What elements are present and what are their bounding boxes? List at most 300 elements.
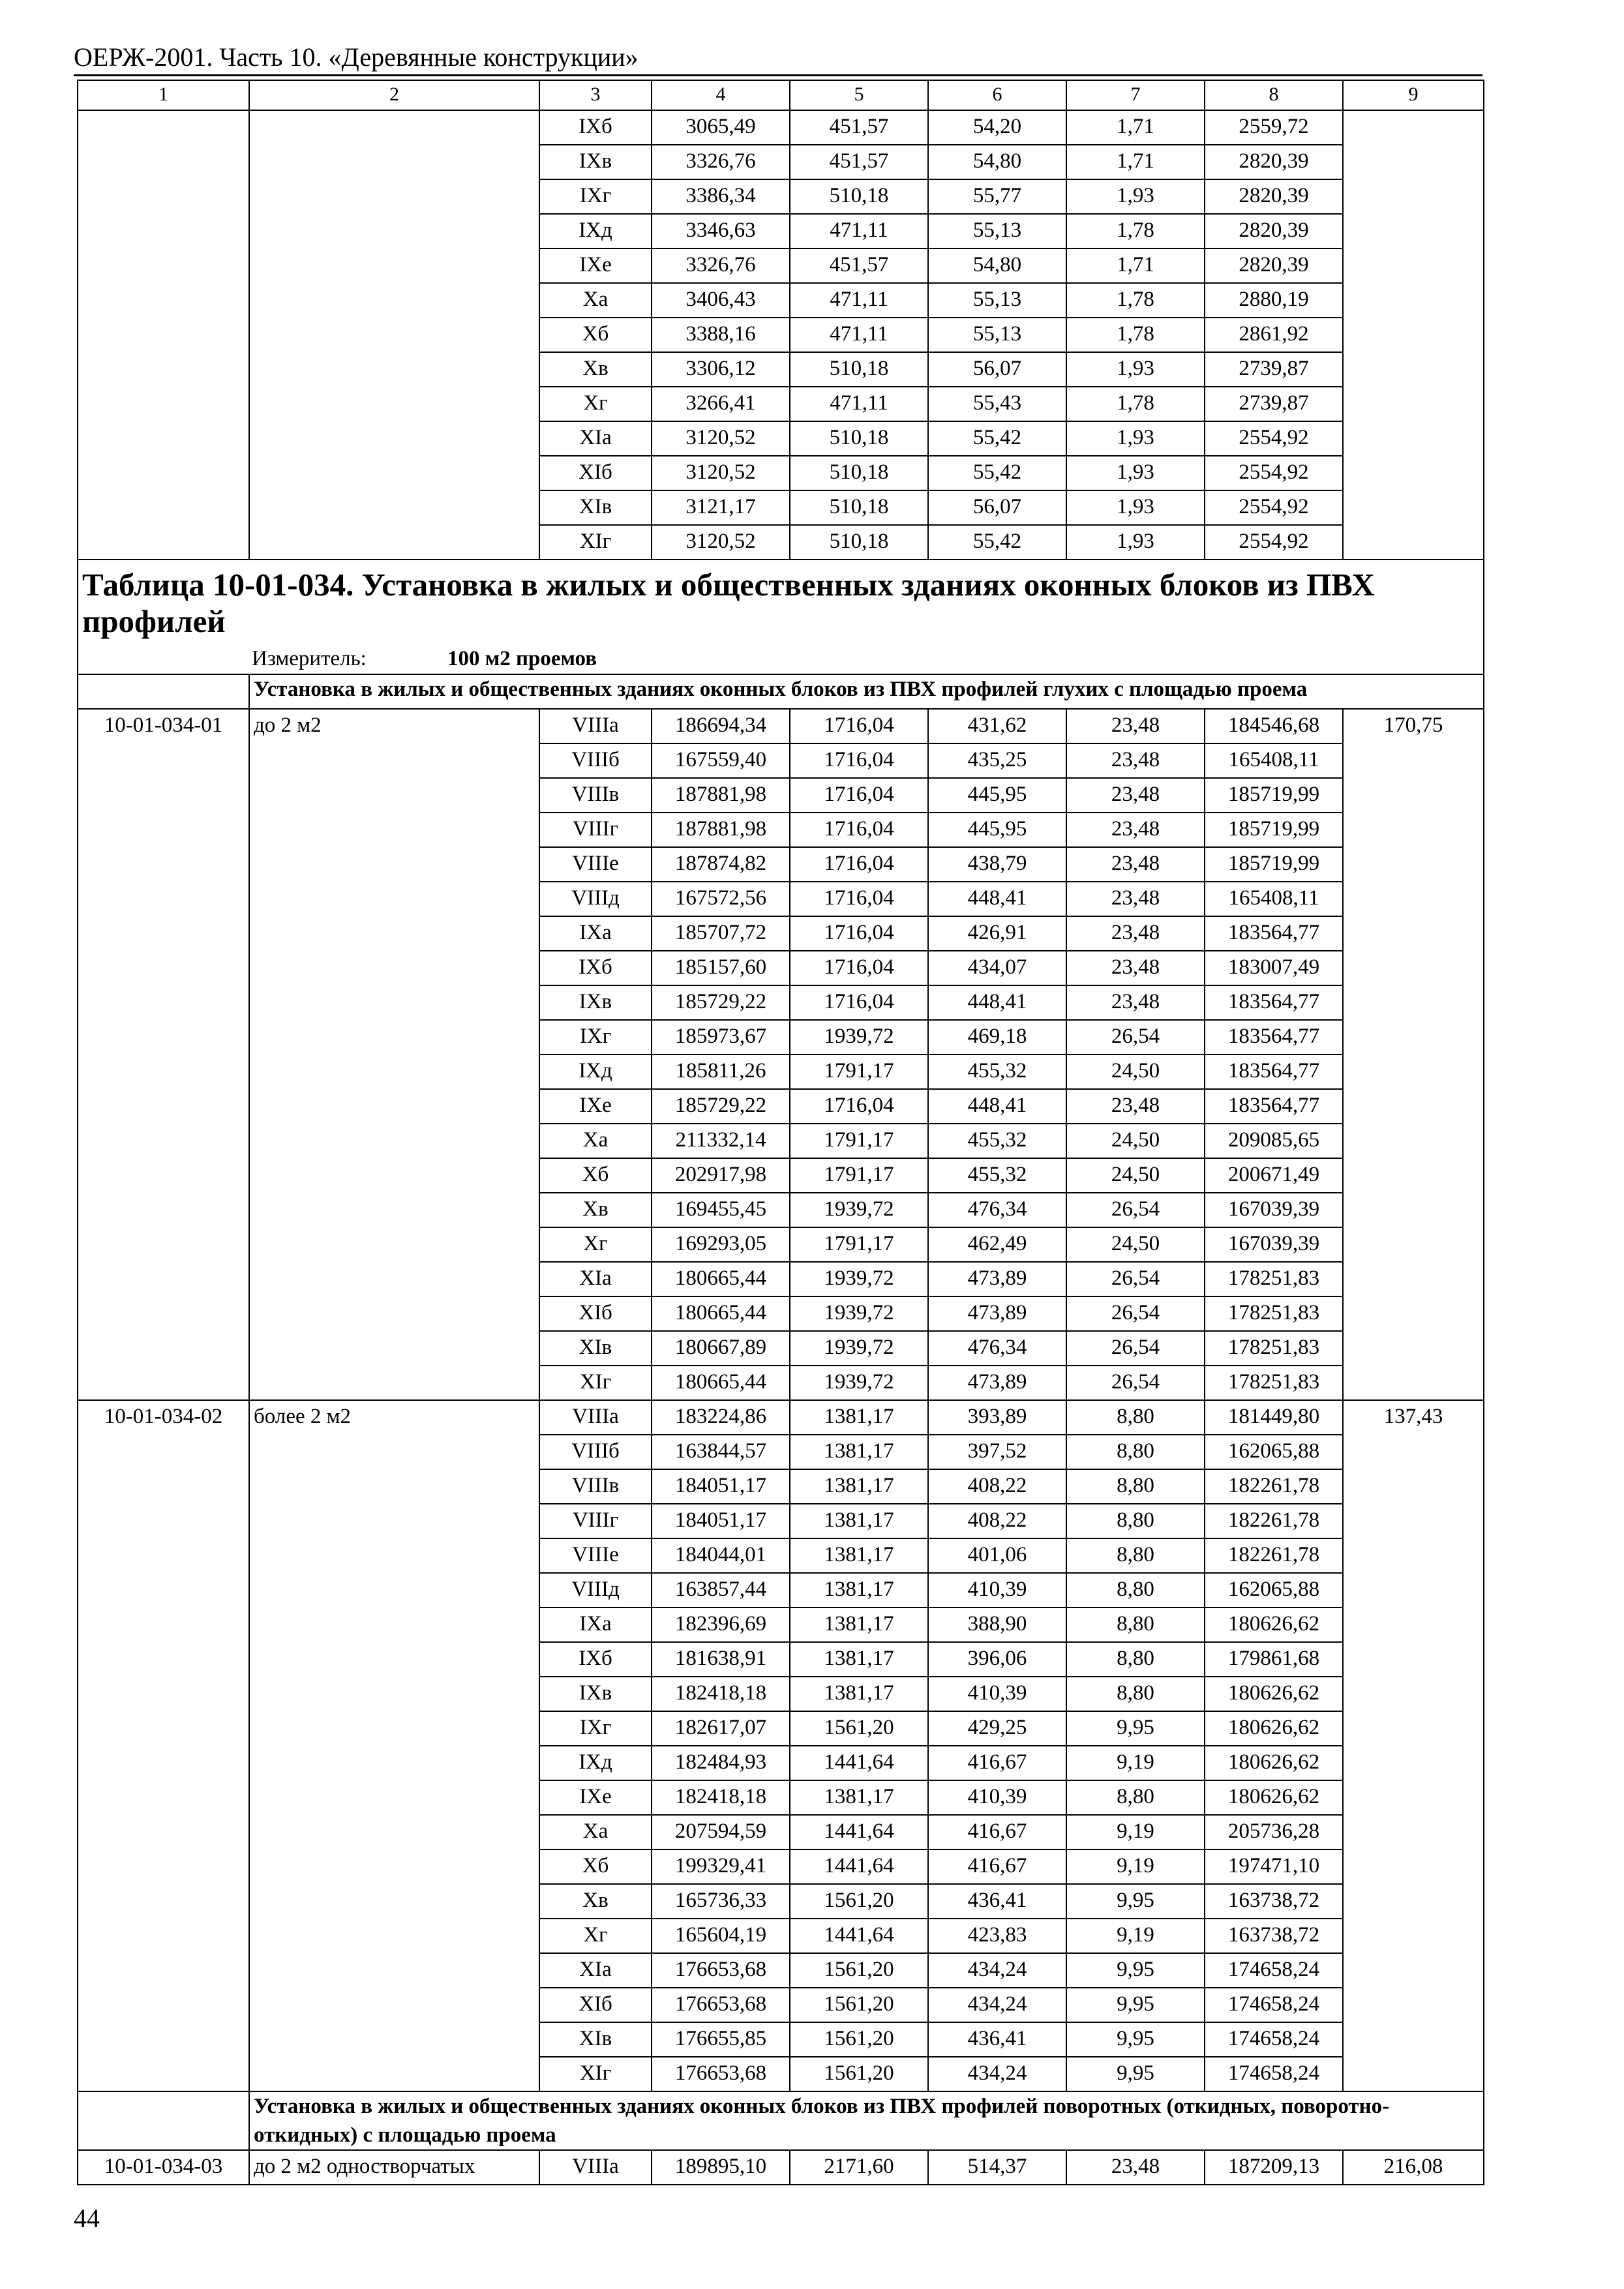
value-cell: 55,43 bbox=[928, 387, 1066, 421]
value-cell: 182261,78 bbox=[1205, 1469, 1343, 1504]
value-cell: 184044,01 bbox=[652, 1538, 790, 1573]
value-cell: 408,22 bbox=[928, 1469, 1066, 1504]
value-cell: 178251,83 bbox=[1205, 1366, 1343, 1400]
value-cell: 3266,41 bbox=[652, 387, 790, 421]
value-cell: 23,48 bbox=[1066, 743, 1205, 778]
value-cell: 471,11 bbox=[790, 214, 928, 248]
value-cell: 1716,04 bbox=[790, 743, 928, 778]
zone-cell: VIIIе bbox=[539, 1538, 652, 1573]
value-cell: 163738,72 bbox=[1205, 1884, 1343, 1919]
col9-cell: 137,43 bbox=[1343, 1400, 1484, 2091]
value-cell: 174658,24 bbox=[1205, 1953, 1343, 1988]
value-cell: 185719,99 bbox=[1205, 813, 1343, 847]
col9-cell: 216,08 bbox=[1343, 2150, 1484, 2185]
measure-value: 100 м2 проемов bbox=[447, 647, 597, 670]
zone-cell: IXе bbox=[539, 248, 652, 283]
value-cell: 445,95 bbox=[928, 813, 1066, 847]
value-cell: 180626,62 bbox=[1205, 1677, 1343, 1711]
value-cell: 1716,04 bbox=[790, 951, 928, 985]
value-cell: 1381,17 bbox=[790, 1642, 928, 1677]
table-row bbox=[78, 110, 1484, 145]
value-cell: 1381,17 bbox=[790, 1435, 928, 1469]
value-cell: 1381,17 bbox=[790, 1573, 928, 1608]
value-cell: 9,95 bbox=[1066, 1884, 1205, 1919]
value-cell: 416,67 bbox=[928, 1746, 1066, 1780]
value-cell: 167572,56 bbox=[652, 882, 790, 916]
value-cell: 180626,62 bbox=[1205, 1746, 1343, 1780]
value-cell: 180626,62 bbox=[1205, 1711, 1343, 1746]
value-cell: 1716,04 bbox=[790, 709, 928, 743]
value-cell: 55,13 bbox=[928, 283, 1066, 318]
value-cell: 455,32 bbox=[928, 1055, 1066, 1089]
zone-cell: XIа bbox=[539, 1953, 652, 1988]
value-cell: 174658,24 bbox=[1205, 2022, 1343, 2057]
zone-cell: VIIIд bbox=[539, 1573, 652, 1608]
value-cell: 183564,77 bbox=[1205, 916, 1343, 951]
value-cell: 185719,99 bbox=[1205, 778, 1343, 813]
value-cell: 471,11 bbox=[790, 283, 928, 318]
value-cell: 471,11 bbox=[790, 387, 928, 421]
value-cell: 1791,17 bbox=[790, 1158, 928, 1193]
value-cell: 473,89 bbox=[928, 1262, 1066, 1296]
zone-cell: Xб bbox=[539, 318, 652, 352]
zone-cell: IXе bbox=[539, 1089, 652, 1124]
value-cell: 3326,76 bbox=[652, 248, 790, 283]
value-cell: 448,41 bbox=[928, 985, 1066, 1020]
value-cell: 26,54 bbox=[1066, 1331, 1205, 1366]
value-cell: 1,78 bbox=[1066, 283, 1205, 318]
value-cell: 183224,86 bbox=[652, 1400, 790, 1435]
value-cell: 451,57 bbox=[790, 145, 928, 179]
value-cell: 471,11 bbox=[790, 318, 928, 352]
value-cell: 473,89 bbox=[928, 1296, 1066, 1331]
zone-cell: IXг bbox=[539, 179, 652, 214]
value-cell: 55,42 bbox=[928, 456, 1066, 490]
value-cell: 3306,12 bbox=[652, 352, 790, 387]
zone-cell: VIIIб bbox=[539, 1435, 652, 1469]
value-cell: 1561,20 bbox=[790, 1988, 928, 2022]
value-cell: 2820,39 bbox=[1205, 145, 1343, 179]
value-cell: 187881,98 bbox=[652, 778, 790, 813]
value-cell: 26,54 bbox=[1066, 1193, 1205, 1227]
zone-cell: Xв bbox=[539, 1193, 652, 1227]
value-cell: 1,78 bbox=[1066, 214, 1205, 248]
zone-cell: Xа bbox=[539, 1124, 652, 1158]
value-cell: 2880,19 bbox=[1205, 283, 1343, 318]
value-cell: 185157,60 bbox=[652, 951, 790, 985]
value-cell: 179861,68 bbox=[1205, 1642, 1343, 1677]
value-cell: 476,34 bbox=[928, 1331, 1066, 1366]
value-cell: 2739,87 bbox=[1205, 387, 1343, 421]
value-cell: 462,49 bbox=[928, 1227, 1066, 1262]
value-cell: 410,39 bbox=[928, 1677, 1066, 1711]
value-cell: 1716,04 bbox=[790, 847, 928, 882]
value-cell: 182484,93 bbox=[652, 1746, 790, 1780]
value-cell: 1381,17 bbox=[790, 1538, 928, 1573]
column-number: 7 bbox=[1066, 80, 1205, 110]
value-cell: 1716,04 bbox=[790, 778, 928, 813]
value-cell: 448,41 bbox=[928, 882, 1066, 916]
column-number: 3 bbox=[539, 80, 652, 110]
value-cell: 183007,49 bbox=[1205, 951, 1343, 985]
value-cell: 23,48 bbox=[1066, 847, 1205, 882]
value-cell: 1441,64 bbox=[790, 1919, 928, 1953]
zone-cell: Xа bbox=[539, 1815, 652, 1849]
section-spacer bbox=[78, 2091, 249, 2150]
value-cell: 169455,45 bbox=[652, 1193, 790, 1227]
value-cell: 54,80 bbox=[928, 248, 1066, 283]
value-cell: 185707,72 bbox=[652, 916, 790, 951]
value-cell: 185729,22 bbox=[652, 1089, 790, 1124]
value-cell: 451,57 bbox=[790, 248, 928, 283]
value-cell: 476,34 bbox=[928, 1193, 1066, 1227]
value-cell: 1,78 bbox=[1066, 387, 1205, 421]
value-cell: 24,50 bbox=[1066, 1227, 1205, 1262]
value-cell: 445,95 bbox=[928, 778, 1066, 813]
value-cell: 1791,17 bbox=[790, 1227, 928, 1262]
value-cell: 178251,83 bbox=[1205, 1296, 1343, 1331]
zone-cell: Xг bbox=[539, 1919, 652, 1953]
value-cell: 1,93 bbox=[1066, 490, 1205, 525]
zone-cell: VIIIе bbox=[539, 847, 652, 882]
value-cell: 510,18 bbox=[790, 421, 928, 456]
value-cell: 1,93 bbox=[1066, 456, 1205, 490]
value-cell: 408,22 bbox=[928, 1504, 1066, 1538]
value-cell: 1561,20 bbox=[790, 1953, 928, 1988]
value-cell: 211332,14 bbox=[652, 1124, 790, 1158]
value-cell: 1441,64 bbox=[790, 1815, 928, 1849]
value-cell: 1716,04 bbox=[790, 882, 928, 916]
value-cell: 9,19 bbox=[1066, 1849, 1205, 1884]
value-cell: 185719,99 bbox=[1205, 847, 1343, 882]
value-cell: 176655,85 bbox=[652, 2022, 790, 2057]
value-cell: 54,20 bbox=[928, 110, 1066, 145]
value-cell: 9,95 bbox=[1066, 2022, 1205, 2057]
value-cell: 401,06 bbox=[928, 1538, 1066, 1573]
zone-cell: VIIIг bbox=[539, 813, 652, 847]
value-cell: 180665,44 bbox=[652, 1366, 790, 1400]
value-cell: 202917,98 bbox=[652, 1158, 790, 1193]
value-cell: 165736,33 bbox=[652, 1884, 790, 1919]
value-cell: 1,71 bbox=[1066, 110, 1205, 145]
value-cell: 1441,64 bbox=[790, 1849, 928, 1884]
value-cell: 8,80 bbox=[1066, 1400, 1205, 1435]
value-cell: 181449,80 bbox=[1205, 1400, 1343, 1435]
value-cell: 1561,20 bbox=[790, 1711, 928, 1746]
zone-cell: XIа bbox=[539, 421, 652, 456]
name-cell: более 2 м2 bbox=[249, 1400, 539, 2091]
value-cell: 182617,07 bbox=[652, 1711, 790, 1746]
value-cell: 185729,22 bbox=[652, 985, 790, 1020]
zone-cell: VIIIв bbox=[539, 778, 652, 813]
value-cell: 24,50 bbox=[1066, 1124, 1205, 1158]
table-title-row bbox=[78, 560, 1484, 645]
column-number: 2 bbox=[249, 80, 539, 110]
value-cell: 183564,77 bbox=[1205, 1020, 1343, 1055]
column-number-row bbox=[78, 80, 1484, 110]
value-cell: 26,54 bbox=[1066, 1366, 1205, 1400]
value-cell: 180626,62 bbox=[1205, 1780, 1343, 1815]
value-cell: 1939,72 bbox=[790, 1193, 928, 1227]
zone-cell: IXд bbox=[539, 214, 652, 248]
value-cell: 1381,17 bbox=[790, 1780, 928, 1815]
column-number: 1 bbox=[78, 80, 249, 110]
page-header: ОЕРЖ-2001. Часть 10. «Деревянные конструкции» bbox=[74, 40, 1482, 76]
zone-cell: XIв bbox=[539, 1331, 652, 1366]
value-cell: 473,89 bbox=[928, 1366, 1066, 1400]
value-cell: 2820,39 bbox=[1205, 214, 1343, 248]
value-cell: 165408,11 bbox=[1205, 743, 1343, 778]
value-cell: 1939,72 bbox=[790, 1296, 928, 1331]
value-cell: 180665,44 bbox=[652, 1296, 790, 1331]
section-heading: Установка в жилых и общественных зданиях оконных блоков из ПВХ профилей поворотных (откидных, поворотно-откидных) с площадью проема bbox=[249, 2091, 1484, 2150]
zone-cell: IXа bbox=[539, 1608, 652, 1642]
col9-cell bbox=[1343, 110, 1484, 560]
value-cell: 183564,77 bbox=[1205, 1089, 1343, 1124]
value-cell: 436,41 bbox=[928, 1884, 1066, 1919]
value-cell: 9,19 bbox=[1066, 1919, 1205, 1953]
value-cell: 3065,49 bbox=[652, 110, 790, 145]
value-cell: 3120,52 bbox=[652, 525, 790, 560]
value-cell: 55,13 bbox=[928, 214, 1066, 248]
value-cell: 23,48 bbox=[1066, 882, 1205, 916]
value-cell: 510,18 bbox=[790, 490, 928, 525]
value-cell: 3406,43 bbox=[652, 283, 790, 318]
value-cell: 23,48 bbox=[1066, 813, 1205, 847]
value-cell: 8,80 bbox=[1066, 1469, 1205, 1504]
value-cell: 182418,18 bbox=[652, 1780, 790, 1815]
value-cell: 209085,65 bbox=[1205, 1124, 1343, 1158]
value-cell: 167039,39 bbox=[1205, 1227, 1343, 1262]
value-cell: 187874,82 bbox=[652, 847, 790, 882]
value-cell: 451,57 bbox=[790, 110, 928, 145]
value-cell: 1381,17 bbox=[790, 1504, 928, 1538]
value-cell: 184051,17 bbox=[652, 1504, 790, 1538]
zone-cell: IXв bbox=[539, 1677, 652, 1711]
zone-cell: XIг bbox=[539, 1366, 652, 1400]
value-cell: 163738,72 bbox=[1205, 1919, 1343, 1953]
value-cell: 176653,68 bbox=[652, 2057, 790, 2091]
value-cell: 429,25 bbox=[928, 1711, 1066, 1746]
value-cell: 24,50 bbox=[1066, 1055, 1205, 1089]
value-cell: 434,24 bbox=[928, 1988, 1066, 2022]
value-cell: 2554,92 bbox=[1205, 490, 1343, 525]
value-cell: 200671,49 bbox=[1205, 1158, 1343, 1193]
zone-cell: XIг bbox=[539, 525, 652, 560]
value-cell: 1716,04 bbox=[790, 985, 928, 1020]
value-cell: 1939,72 bbox=[790, 1020, 928, 1055]
value-cell: 56,07 bbox=[928, 352, 1066, 387]
value-cell: 167039,39 bbox=[1205, 1193, 1343, 1227]
name-cell: до 2 м2 одностворчатых bbox=[249, 2150, 539, 2185]
value-cell: 197471,10 bbox=[1205, 1849, 1343, 1884]
value-cell: 8,80 bbox=[1066, 1677, 1205, 1711]
value-cell: 8,80 bbox=[1066, 1504, 1205, 1538]
zone-cell: IXб bbox=[539, 1642, 652, 1677]
zone-cell: Xа bbox=[539, 283, 652, 318]
value-cell: 3121,17 bbox=[652, 490, 790, 525]
value-cell: 1716,04 bbox=[790, 813, 928, 847]
value-cell: 182261,78 bbox=[1205, 1538, 1343, 1573]
price-table bbox=[77, 80, 1484, 2185]
zone-cell: IXг bbox=[539, 1711, 652, 1746]
value-cell: 469,18 bbox=[928, 1020, 1066, 1055]
value-cell: 1441,64 bbox=[790, 1746, 928, 1780]
value-cell: 186694,34 bbox=[652, 709, 790, 743]
zone-cell: XIг bbox=[539, 2057, 652, 2091]
value-cell: 23,48 bbox=[1066, 1089, 1205, 1124]
column-number: 9 bbox=[1343, 80, 1484, 110]
value-cell: 410,39 bbox=[928, 1780, 1066, 1815]
value-cell: 510,18 bbox=[790, 525, 928, 560]
column-number: 8 bbox=[1205, 80, 1343, 110]
table-row bbox=[78, 2150, 1484, 2185]
value-cell: 180667,89 bbox=[652, 1331, 790, 1366]
value-cell: 9,19 bbox=[1066, 1746, 1205, 1780]
zone-cell: Xг bbox=[539, 1227, 652, 1262]
zone-cell: Xб bbox=[539, 1158, 652, 1193]
code-cell: 10-01-034-01 bbox=[78, 709, 249, 1400]
zone-cell: XIб bbox=[539, 1988, 652, 2022]
value-cell: 448,41 bbox=[928, 1089, 1066, 1124]
value-cell: 514,37 bbox=[928, 2150, 1066, 2185]
value-cell: 3388,16 bbox=[652, 318, 790, 352]
zone-cell: XIа bbox=[539, 1262, 652, 1296]
zone-cell: IXд bbox=[539, 1746, 652, 1780]
value-cell: 9,19 bbox=[1066, 1815, 1205, 1849]
value-cell: 23,48 bbox=[1066, 778, 1205, 813]
value-cell: 26,54 bbox=[1066, 1296, 1205, 1331]
value-cell: 9,95 bbox=[1066, 1711, 1205, 1746]
value-cell: 23,48 bbox=[1066, 916, 1205, 951]
section-spacer bbox=[78, 674, 249, 709]
value-cell: 1,93 bbox=[1066, 421, 1205, 456]
value-cell: 8,80 bbox=[1066, 1608, 1205, 1642]
value-cell: 434,07 bbox=[928, 951, 1066, 985]
value-cell: 9,95 bbox=[1066, 1953, 1205, 1988]
zone-cell: VIIIа bbox=[539, 709, 652, 743]
value-cell: 2559,72 bbox=[1205, 110, 1343, 145]
value-cell: 1561,20 bbox=[790, 2057, 928, 2091]
value-cell: 434,24 bbox=[928, 2057, 1066, 2091]
value-cell: 397,52 bbox=[928, 1435, 1066, 1469]
zone-cell: IXб bbox=[539, 110, 652, 145]
value-cell: 178251,83 bbox=[1205, 1331, 1343, 1366]
value-cell: 3326,76 bbox=[652, 145, 790, 179]
value-cell: 163857,44 bbox=[652, 1573, 790, 1608]
value-cell: 510,18 bbox=[790, 456, 928, 490]
value-cell: 416,67 bbox=[928, 1815, 1066, 1849]
value-cell: 1939,72 bbox=[790, 1331, 928, 1366]
value-cell: 3346,63 bbox=[652, 214, 790, 248]
value-cell: 54,80 bbox=[928, 145, 1066, 179]
value-cell: 1791,17 bbox=[790, 1124, 928, 1158]
section-heading: Установка в жилых и общественных зданиях оконных блоков из ПВХ профилей глухих с площадью проема bbox=[249, 674, 1484, 709]
value-cell: 434,24 bbox=[928, 1953, 1066, 1988]
zone-cell: Xв bbox=[539, 352, 652, 387]
value-cell: 8,80 bbox=[1066, 1573, 1205, 1608]
value-cell: 3120,52 bbox=[652, 456, 790, 490]
value-cell: 1716,04 bbox=[790, 1089, 928, 1124]
code-cell bbox=[78, 110, 249, 560]
value-cell: 1561,20 bbox=[790, 1884, 928, 1919]
code-cell: 10-01-034-03 bbox=[78, 2150, 249, 2185]
value-cell: 8,80 bbox=[1066, 1435, 1205, 1469]
value-cell: 176653,68 bbox=[652, 1988, 790, 2022]
value-cell: 165408,11 bbox=[1205, 882, 1343, 916]
value-cell: 423,83 bbox=[928, 1919, 1066, 1953]
value-cell: 56,07 bbox=[928, 490, 1066, 525]
value-cell: 182418,18 bbox=[652, 1677, 790, 1711]
value-cell: 2171,60 bbox=[790, 2150, 928, 2185]
value-cell: 23,48 bbox=[1066, 951, 1205, 985]
value-cell: 181638,91 bbox=[652, 1642, 790, 1677]
value-cell: 184051,17 bbox=[652, 1469, 790, 1504]
value-cell: 162065,88 bbox=[1205, 1435, 1343, 1469]
value-cell: 165604,19 bbox=[652, 1919, 790, 1953]
value-cell: 182261,78 bbox=[1205, 1504, 1343, 1538]
value-cell: 26,54 bbox=[1066, 1262, 1205, 1296]
value-cell: 23,48 bbox=[1066, 709, 1205, 743]
value-cell: 183564,77 bbox=[1205, 985, 1343, 1020]
zone-cell: VIIIг bbox=[539, 1504, 652, 1538]
value-cell: 431,62 bbox=[928, 709, 1066, 743]
zone-cell: VIIIб bbox=[539, 743, 652, 778]
zone-cell: IXд bbox=[539, 1055, 652, 1089]
value-cell: 410,39 bbox=[928, 1573, 1066, 1608]
value-cell: 1561,20 bbox=[790, 2022, 928, 2057]
value-cell: 2861,92 bbox=[1205, 318, 1343, 352]
measure-cell bbox=[78, 645, 1484, 674]
value-cell: 1716,04 bbox=[790, 916, 928, 951]
value-cell: 1939,72 bbox=[790, 1366, 928, 1400]
value-cell: 174658,24 bbox=[1205, 1988, 1343, 2022]
zone-cell: VIIIа bbox=[539, 1400, 652, 1435]
zone-cell: IXе bbox=[539, 1780, 652, 1815]
value-cell: 416,67 bbox=[928, 1849, 1066, 1884]
value-cell: 3120,52 bbox=[652, 421, 790, 456]
value-cell: 182396,69 bbox=[652, 1608, 790, 1642]
value-cell: 436,41 bbox=[928, 2022, 1066, 2057]
table-row bbox=[78, 709, 1484, 743]
value-cell: 8,80 bbox=[1066, 1642, 1205, 1677]
value-cell: 183564,77 bbox=[1205, 1055, 1343, 1089]
value-cell: 185811,26 bbox=[652, 1055, 790, 1089]
value-cell: 178251,83 bbox=[1205, 1262, 1343, 1296]
value-cell: 455,32 bbox=[928, 1158, 1066, 1193]
value-cell: 510,18 bbox=[790, 179, 928, 214]
value-cell: 184546,68 bbox=[1205, 709, 1343, 743]
value-cell: 435,25 bbox=[928, 743, 1066, 778]
value-cell: 426,91 bbox=[928, 916, 1066, 951]
value-cell: 189895,10 bbox=[652, 2150, 790, 2185]
column-number: 5 bbox=[790, 80, 928, 110]
value-cell: 185973,67 bbox=[652, 1020, 790, 1055]
column-number: 6 bbox=[928, 80, 1066, 110]
value-cell: 455,32 bbox=[928, 1124, 1066, 1158]
value-cell: 1,93 bbox=[1066, 352, 1205, 387]
value-cell: 3386,34 bbox=[652, 179, 790, 214]
value-cell: 199329,41 bbox=[652, 1849, 790, 1884]
name-cell: до 2 м2 bbox=[249, 709, 539, 1400]
value-cell: 8,80 bbox=[1066, 1538, 1205, 1573]
value-cell: 388,90 bbox=[928, 1608, 1066, 1642]
value-cell: 162065,88 bbox=[1205, 1573, 1343, 1608]
value-cell: 1381,17 bbox=[790, 1400, 928, 1435]
value-cell: 24,50 bbox=[1066, 1158, 1205, 1193]
value-cell: 1381,17 bbox=[790, 1608, 928, 1642]
value-cell: 9,95 bbox=[1066, 1988, 1205, 2022]
